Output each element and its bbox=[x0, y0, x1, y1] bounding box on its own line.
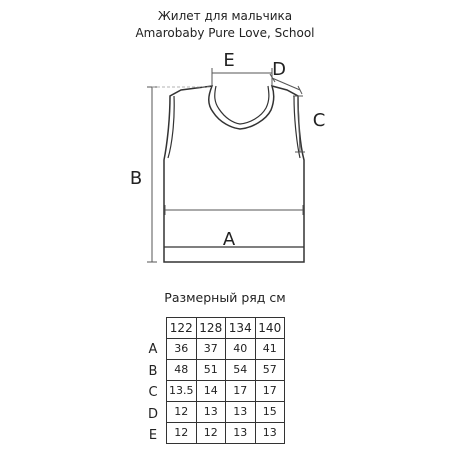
table-row bbox=[167, 381, 285, 402]
table-cell: 12 bbox=[196, 423, 226, 444]
table-cell: 37 bbox=[196, 339, 226, 360]
table-row bbox=[167, 423, 285, 444]
table-cell: 48 bbox=[167, 360, 197, 381]
table-cell: 14 bbox=[196, 381, 226, 402]
table-cell: 13 bbox=[226, 402, 256, 423]
size-table bbox=[166, 317, 285, 444]
table-cell: 17 bbox=[226, 381, 256, 402]
table-cell: 13.5 bbox=[167, 381, 197, 402]
table-cell: 54 bbox=[226, 360, 256, 381]
product-title-line-1: Жилет для мальчика bbox=[157, 9, 293, 23]
row-label-e: E bbox=[148, 428, 158, 443]
row-label-c: C bbox=[148, 385, 158, 400]
table-cell: 51 bbox=[196, 360, 226, 381]
size-header-122: 122 bbox=[167, 318, 197, 339]
size-table-title: Размерный ряд см bbox=[164, 290, 286, 305]
size-header-128: 128 bbox=[196, 318, 226, 339]
dimension-d-label: D bbox=[272, 59, 286, 80]
table-cell: 15 bbox=[255, 402, 285, 423]
dimension-b-label: B bbox=[129, 168, 143, 189]
row-label-a: A bbox=[148, 342, 158, 357]
table-cell: 36 bbox=[167, 339, 197, 360]
dimension-c-label: C bbox=[312, 110, 326, 131]
row-label-b: B bbox=[148, 363, 158, 379]
dimension-e-label: E bbox=[223, 50, 235, 71]
table-row bbox=[167, 402, 285, 423]
table-row bbox=[167, 339, 285, 360]
table-cell: 41 bbox=[255, 339, 285, 360]
table-cell: 12 bbox=[167, 423, 197, 444]
table-cell: 13 bbox=[226, 423, 256, 444]
row-label-d: D bbox=[147, 406, 158, 422]
table-cell: 13 bbox=[255, 423, 285, 444]
size-header-row bbox=[167, 318, 285, 339]
neckline-rib bbox=[215, 86, 269, 124]
product-title-line-2: Amarobaby Pure Love, School bbox=[135, 26, 315, 40]
size-table-row-labels bbox=[143, 339, 163, 447]
size-header-140: 140 bbox=[255, 318, 285, 339]
table-cell: 40 bbox=[226, 339, 256, 360]
dimension-d-tick-right bbox=[298, 86, 302, 94]
table-row bbox=[167, 360, 285, 381]
table-cell: 12 bbox=[167, 402, 197, 423]
table-cell: 13 bbox=[196, 402, 226, 423]
dimension-a-label: A bbox=[222, 229, 236, 250]
size-header-134: 134 bbox=[226, 318, 256, 339]
table-cell: 17 bbox=[255, 381, 285, 402]
table-cell: 57 bbox=[255, 360, 285, 381]
